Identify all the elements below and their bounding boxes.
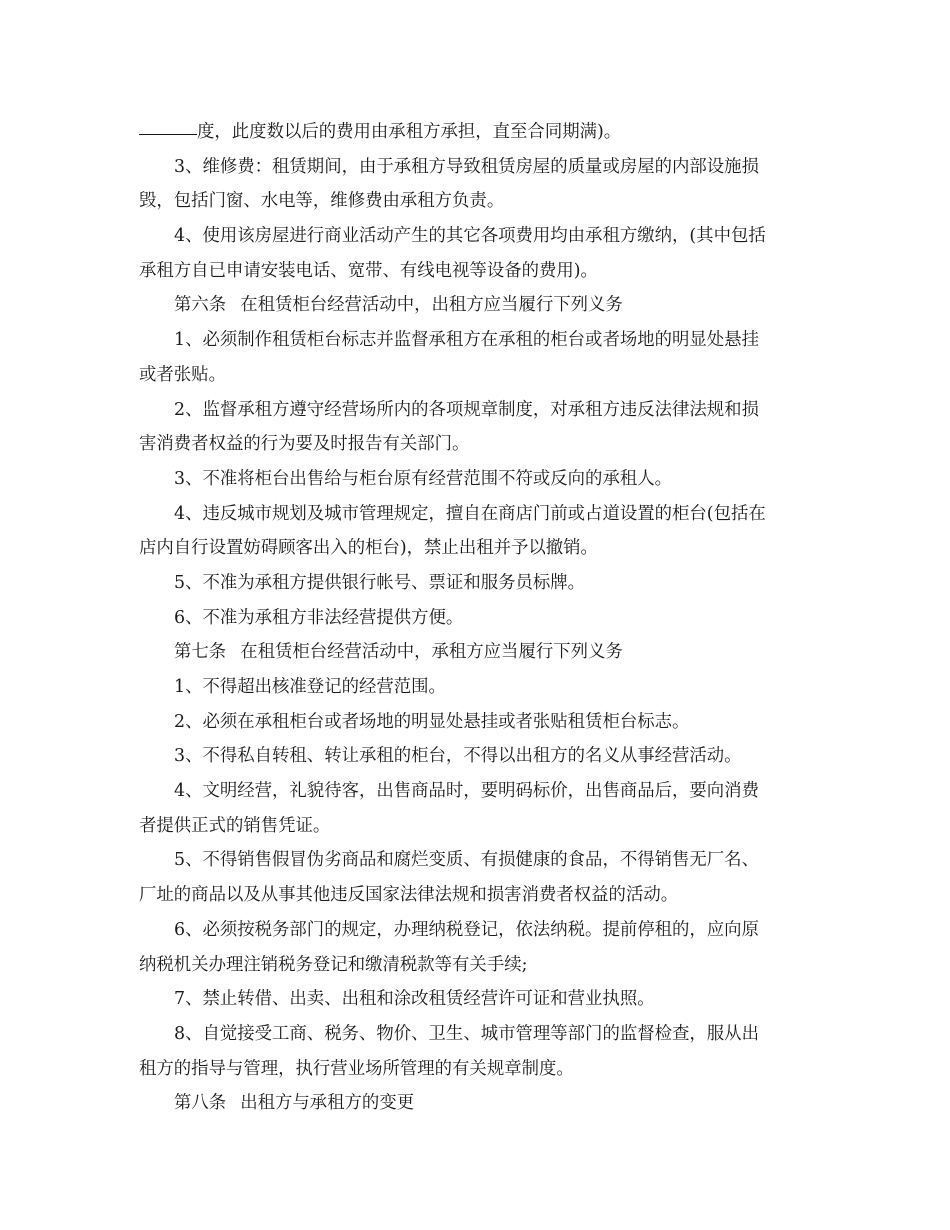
article-number: 第八条 <box>174 1093 227 1114</box>
text-line: 5、不准为承租方提供银行帐号、票证和服务员标牌。 <box>174 572 586 593</box>
text-line: 或者张贴。 <box>139 364 226 385</box>
text-line: 7、禁止转借、出卖、出租和涂改租赁经营许可证和营业执照。 <box>174 989 655 1010</box>
text-line: 者提供正式的销售凭证。 <box>139 815 331 836</box>
text-line: 2、监督承租方遵守经营场所内的各项规章制度，对承租方违反法律法规和损 <box>174 399 759 420</box>
text-line: 5、不得销售假冒伪劣商品和腐烂变质、有损健康的食品，不得销售无厂名、 <box>174 850 759 871</box>
text-line: 厂址的商品以及从事其他违反国家法律法规和损害消费者权益的活动。 <box>139 885 679 906</box>
text-line: 6、必须按税务部门的规定，办理纳税登记，依法纳税。提前停租的，应向原 <box>174 919 759 940</box>
text-line: 度，此度数以后的费用由承租方承担，直至合同期满)。 <box>139 115 815 150</box>
text-line: 承租方自已申请安装电话、宽带、有线电视等设备的费用)。 <box>139 260 598 281</box>
text-line: 3、不准将柜台出售给与柜台原有经营范围不符或反向的承租人。 <box>174 468 673 489</box>
text-line: 租方的指导与管理，执行营业场所管理的有关规章制度。 <box>139 1058 574 1079</box>
text-line: 8、自觉接受工商、税务、物价、卫生、城市管理等部门的监督检查，服从出 <box>174 1023 759 1044</box>
fill-in-blank <box>139 133 197 135</box>
text-line: 4、使用该房屋进行商业活动产生的其它各项费用均由承租方缴纳，(其中包括 <box>174 226 766 247</box>
article-heading <box>139 288 815 323</box>
text-line: 1、必须制作租赁柜台标志并监督承租方在承租的柜台或者场地的明显处悬挂 <box>174 330 759 351</box>
article-heading <box>139 635 815 670</box>
text-line: 1、不得超出核准登记的经营范围。 <box>174 677 446 697</box>
article-title: 在租赁柜台经营活动中，出租方应当履行下列义务 <box>240 295 623 316</box>
text-line: 3、不得私自转租、转让承租的柜台，不得以出租方的名义从事经营活动。 <box>174 746 742 767</box>
article-heading <box>139 1086 815 1121</box>
text-line: 3、维修费：租赁期间，由于承租方导致租赁房屋的质量或房屋的内部设施损 <box>174 156 759 177</box>
text-line: 4、文明经营，礼貌待客，出售商品时，要明码标价，出售商品后，要向消费 <box>174 781 759 802</box>
article-title: 在租赁柜台经营活动中，承租方应当履行下列义务 <box>240 642 623 663</box>
text-line: 6、不准为承租方非法经营提供方便。 <box>174 607 464 628</box>
article-number: 第七条 <box>174 642 227 663</box>
text-line: 纳税机关办理注销税务登记和缴清税款等有关手续; <box>139 954 528 975</box>
text-line: 害消费者权益的行为要及时报告有关部门。 <box>139 434 470 455</box>
article-number: 第六条 <box>174 295 227 316</box>
text-line: 店内自行设置妨碍顾客出入的柜台)，禁止出租并予以撤销。 <box>139 538 598 559</box>
text-line: 毁，包括门窗、水电等，维修费由承租方负责。 <box>139 191 505 212</box>
article-title: 出租方与承租方的变更 <box>240 1093 415 1114</box>
text-line: 4、违反城市规划及城市管理规定，擅自在商店门前或占道设置的柜台(包括在 <box>174 503 766 524</box>
text-line: 2、必须在承租柜台或者场地的明显处悬挂或者张贴租赁柜台标志。 <box>174 711 690 732</box>
document-page <box>139 115 815 1121</box>
